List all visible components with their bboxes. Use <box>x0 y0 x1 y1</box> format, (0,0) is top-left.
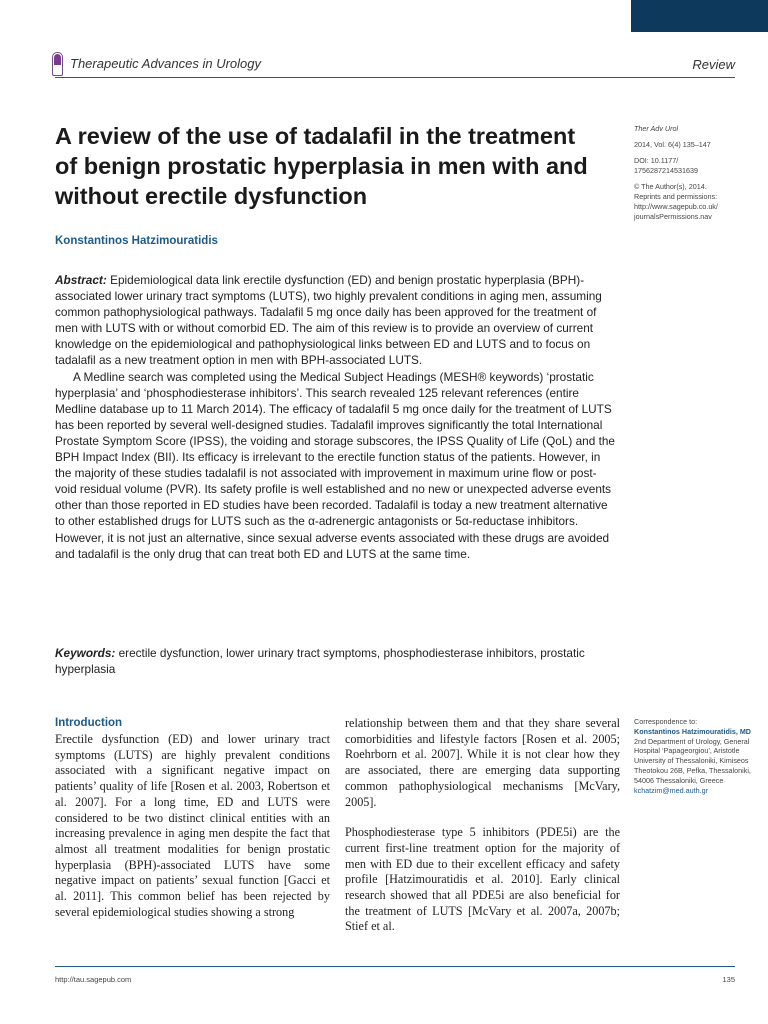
body-column-1 <box>55 716 330 920</box>
footer-rule <box>55 966 735 967</box>
permissions-url-1[interactable]: http://www.sagepub.co.uk/ <box>634 202 718 211</box>
journal-name[interactable]: Therapeutic Advances in Urology <box>70 56 262 71</box>
intro-paragraph-3: Phosphodiesterase type 5 inhibitors (PDE5i) are the current first-line treatment option for the majority of men with ED due to their excellent efficacy and safety profile [Hatzimouratidis et al. 2010]. Early clinical research showed that all PDE5i are also beneficial for the treatment of LUTS [McVary et al. 2007a, 2007b; Stief et al. <box>345 825 620 934</box>
correspondence-label: Correspondence to: <box>634 717 698 726</box>
correspondence-address: 2nd Department of Urology, General Hospital ‘Papageorgiou’, Aristotle University of Thessaloniki, Kimiseos Theotokou 26B, Pefka, Thessaloniki, 54006 Thessaloniki, Greece <box>634 736 751 785</box>
keywords <box>55 645 625 677</box>
abstract <box>55 272 615 562</box>
body-column-2 <box>345 716 620 935</box>
intro-paragraph-1: Erectile dysfunction (ED) and lower urinary tract symptoms (LUTS) are highly prevalent conditions associated with a significant negative impact on patients’ quality of life [Rosen et al. 2003, Robertson et al. 2007]. For a long time, ED and LUTS were considered to be two distinct clinical entities with an increasing prevalence in aging men despite the fact that almost all treatment modalities for benign prostatic hyperplasia (BPH)-associated LUTS have some negative impact on patients’ sexual function [Gacci et al. 2011]. This common belief has been rejected by several epidemiological studies showing a strong <box>55 732 330 919</box>
reprints-label: Reprints and permissions: <box>634 192 718 201</box>
abstract-label: Abstract: <box>55 273 107 287</box>
doi-suffix[interactable]: 1756287214531639 <box>634 166 698 175</box>
introduction-heading: Introduction <box>55 717 123 729</box>
page-number: 135 <box>722 975 735 984</box>
journal-abbrev: Ther Adv Urol <box>634 124 679 133</box>
copyright: © The Author(s), 2014. <box>634 182 707 191</box>
abstract-paragraph-1: Epidemiological data link erectile dysfunction (ED) and benign prostatic hyperplasia (BPH)-associated lower urinary tract symptoms (LUTS), two highly prevalent conditions in aging men, assuming common pathophysiological pathways. Tadalafil 5 mg once daily has been approved for the treatment of men with LUTS with or without comorbid ED. The aim of this review is to provide an overview of current knowledge on the epidemiological and pathophysiological links between ED and LUTS and to focus on tadalafil as a new treatment option in men with BPH-associated LUTS. <box>55 273 602 368</box>
author-name[interactable]: Konstantinos Hatzimouratidis <box>55 235 218 247</box>
footer-url[interactable]: http://tau.sagepub.com <box>55 975 132 984</box>
keywords-label: Keywords: <box>55 646 116 660</box>
header-rule <box>55 77 735 78</box>
correspondence-email[interactable]: kchatzim@med.auth.gr <box>634 785 709 795</box>
doi-label[interactable]: DOI: 10.1177/ <box>634 156 679 165</box>
correspondence <box>634 717 764 795</box>
permissions-url-2[interactable]: journalsPermissions.nav <box>634 212 712 221</box>
intro-paragraph-2: relationship between them and that they share several comorbidities and lifestyle factors [Rosen et al. 2005; Roehrborn et al. 2007]. While it is not clear how they are associated, there are emerging data supporting common pathophysiological mechanisms [McVary, 2005]. <box>345 716 620 809</box>
article-type: Review <box>692 57 735 72</box>
keywords-text: erectile dysfunction, lower urinary tract symptoms, phosphodiesterase inhibitors, prostatic hyperplasia <box>55 646 585 677</box>
corner-color-block <box>631 0 768 32</box>
article-meta <box>634 124 764 222</box>
article-title: A review of the use of tadalafil in the treatment of benign prostatic hyperplasia in men with and without erectile dysfunction <box>55 123 588 209</box>
abstract-paragraph-2: A Medline search was completed using the Medical Subject Headings (MESH® keywords) ‘prostatic hyperplasia’ and ‘phosphodiesterase inhibitors’. This search revealed 125 relevant references (entire Medline database up to 11 March 2014). The efficacy of tadalafil 5 mg once daily for the treatment of LUTS has been reported by several well-designed studies. Tadalafil improves significantly the total International Prostate Symptom Score (IPSS), the voiding and storage subscores, the IPSS Quality of Life (QoL) and the BPH Impact Index (BII). Its efficacy is irrelevant to the erectile function status of the patients. However, in the majority of these studies tadalafil is not associated with improvement in maximum urine flow or post-void residual volume (PVR). Its safety profile is well established and no new or unexpected adverse events other than those reported in ED studies have been recorded. Tadalafil is today a new treatment alternative to other established drugs for LUTS such as the α-adrenergic antagonists or 5α-reductase inhibitors. However, it is not just an alternative, since sexual adverse events associated with these drugs are avoided and tadalafil is the only drug that can treat both ED and LUTS at the same time. <box>55 369 615 561</box>
correspondence-name: Konstantinos Hatzimouratidis, MD <box>634 726 752 736</box>
volume-info: 2014, Vol. 6(4) 135–147 <box>634 140 711 149</box>
bookmark-icon <box>52 52 63 76</box>
